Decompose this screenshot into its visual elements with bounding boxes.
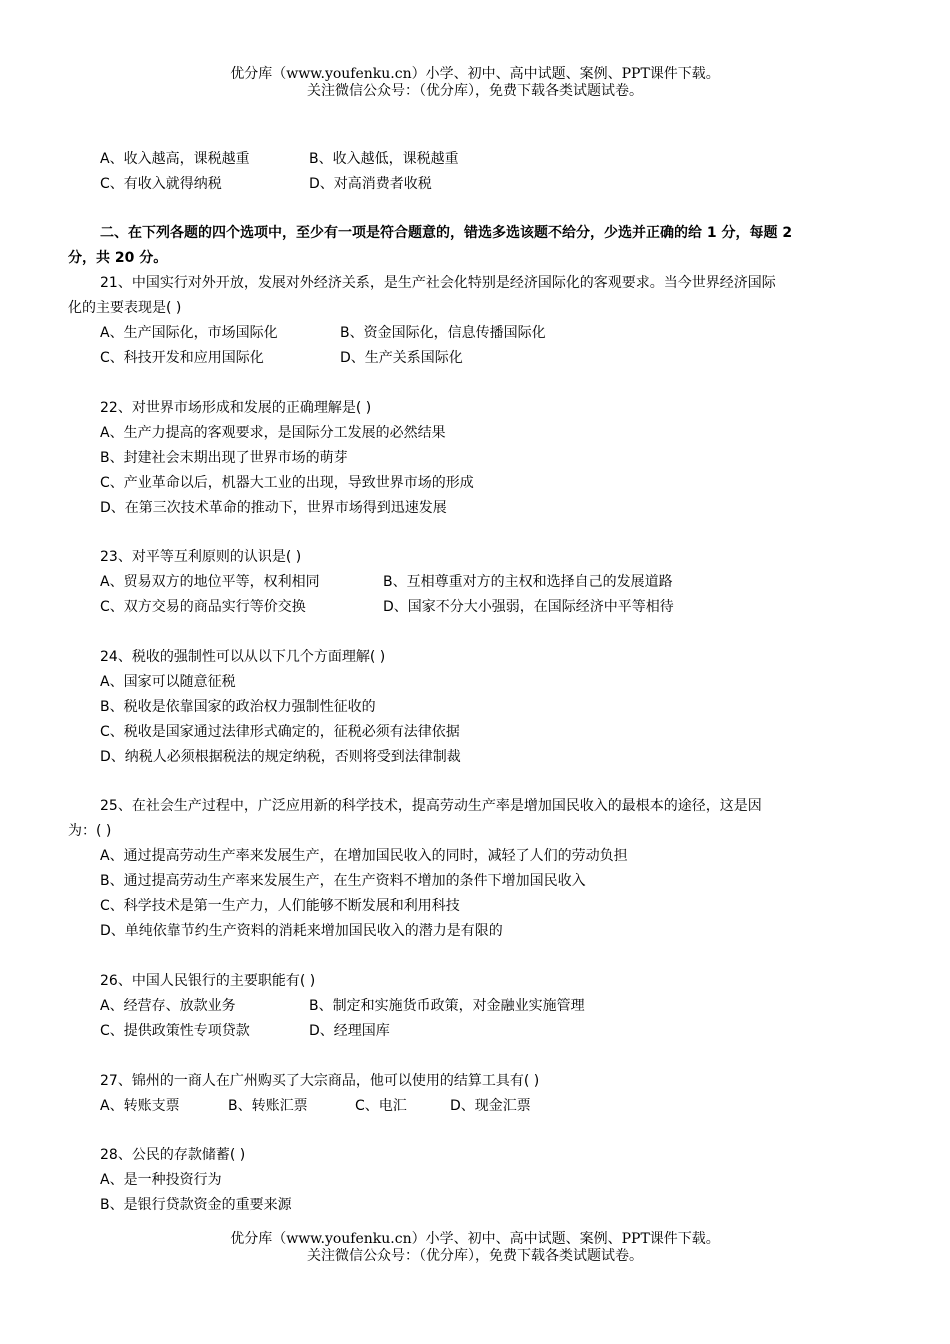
- page-header: [0, 66, 950, 100]
- q22-option-c: C、产业革命以后，机器大工业的出现，导致世界市场的形成: [100, 475, 474, 491]
- q27-option-b: B、转账汇票: [228, 1098, 308, 1114]
- q21-option-c: C、科技开发和应用国际化: [100, 350, 264, 366]
- q25-stem-line-1: 25、在社会生产过程中，广泛应用新的科学技术，提高劳动生产率是增加国民收入的最根本的途径，这是因: [100, 798, 762, 814]
- q28-option-a: A、是一种投资行为: [100, 1172, 222, 1188]
- page-footer: [0, 1231, 950, 1265]
- q27-option-c: C、电汇: [355, 1098, 407, 1114]
- q24-option-a: A、国家可以随意征税: [100, 674, 236, 690]
- q20-option-c: C、有收入就得纳税: [100, 176, 222, 192]
- q24-option-d: D、纳税人必须根据税法的规定纳税，否则将受到法律制裁: [100, 749, 461, 765]
- q26-option-c: C、提供政策性专项贷款: [100, 1023, 250, 1039]
- q21-stem-line-2: 化的主要表现是( ): [68, 300, 182, 316]
- footer-line-1: 优分库（www.youfenku.cn）小学、初中、高中试题、案例、PPT课件下载。: [230, 1231, 720, 1247]
- q23-option-b: B、互相尊重对方的主权和选择自己的发展道路: [383, 574, 673, 590]
- q27-stem: 27、锦州的一商人在广州购买了大宗商品，他可以使用的结算工具有( ): [100, 1073, 540, 1089]
- q27-option-a: A、转账支票: [100, 1098, 180, 1114]
- header-line-1: 优分库（www.youfenku.cn）小学、初中、高中试题、案例、PPT课件下载。: [230, 66, 720, 82]
- q25-option-c: C、科学技术是第一生产力，人们能够不断发展和利用科技: [100, 898, 460, 914]
- q25-option-a: A、通过提高劳动生产率来发展生产，在增加国民收入的同时，减轻了人们的劳动负担: [100, 848, 628, 864]
- q20-option-b: B、收入越低，课税越重: [309, 151, 459, 167]
- q22-stem: 22、对世界市场形成和发展的正确理解是( ): [100, 400, 372, 416]
- section-2-heading-line-1: 二、在下列各题的四个选项中，至少有一项是符合题意的，错选多选该题不给分，少选并正确的给 1 分，每题 2: [100, 225, 793, 241]
- q22-option-b: B、封建社会末期出现了世界市场的萌芽: [100, 450, 348, 466]
- q26-option-d: D、经理国库: [309, 1023, 390, 1039]
- q23-option-d: D、国家不分大小强弱，在国际经济中平等相待: [383, 599, 674, 615]
- q28-option-b: B、是银行贷款资金的重要来源: [100, 1197, 292, 1213]
- q21-option-a: A、生产国际化，市场国际化: [100, 325, 278, 341]
- q23-option-c: C、双方交易的商品实行等价交换: [100, 599, 306, 615]
- q22-option-d: D、在第三次技术革命的推动下，世界市场得到迅速发展: [100, 500, 447, 516]
- q21-option-d: D、生产关系国际化: [340, 350, 463, 366]
- q23-option-a: A、贸易双方的地位平等，权利相同: [100, 574, 320, 590]
- q23-stem: 23、对平等互利原则的认识是( ): [100, 549, 302, 565]
- q24-option-b: B、税收是依靠国家的政治权力强制性征收的: [100, 699, 376, 715]
- q27-option-d: D、现金汇票: [450, 1098, 531, 1114]
- section-2-heading-line-2: 分，共 20 分。: [68, 250, 168, 266]
- q22-option-a: A、生产力提高的客观要求，是国际分工发展的必然结果: [100, 425, 446, 441]
- q21-option-b: B、资金国际化，信息传播国际化: [340, 325, 546, 341]
- q24-stem: 24、税收的强制性可以从以下几个方面理解( ): [100, 649, 386, 665]
- q26-option-b: B、制定和实施货币政策，对金融业实施管理: [309, 998, 585, 1014]
- q24-option-c: C、税收是国家通过法律形式确定的，征税必须有法律依据: [100, 724, 460, 740]
- q26-stem: 26、中国人民银行的主要职能有( ): [100, 973, 316, 989]
- q21-stem-line-1: 21、中国实行对外开放，发展对外经济关系，是生产社会化特别是经济国际化的客观要求。当今世界经济国际: [100, 275, 776, 291]
- q25-stem-line-2: 为：( ): [68, 823, 112, 839]
- footer-line-2: 关注微信公众号：（优分库），免费下载各类试题试卷。: [307, 1248, 643, 1264]
- q20-option-a: A、收入越高，课税越重: [100, 151, 250, 167]
- q28-stem: 28、公民的存款储蓄( ): [100, 1147, 246, 1163]
- q25-option-d: D、单纯依靠节约生产资料的消耗来增加国民收入的潜力是有限的: [100, 923, 503, 939]
- q25-option-b: B、通过提高劳动生产率来发展生产，在生产资料不增加的条件下增加国民收入: [100, 873, 586, 889]
- header-line-2: 关注微信公众号：（优分库），免费下载各类试题试卷。: [307, 83, 643, 99]
- q26-option-a: A、经营存、放款业务: [100, 998, 236, 1014]
- q20-option-d: D、对高消费者收税: [309, 176, 432, 192]
